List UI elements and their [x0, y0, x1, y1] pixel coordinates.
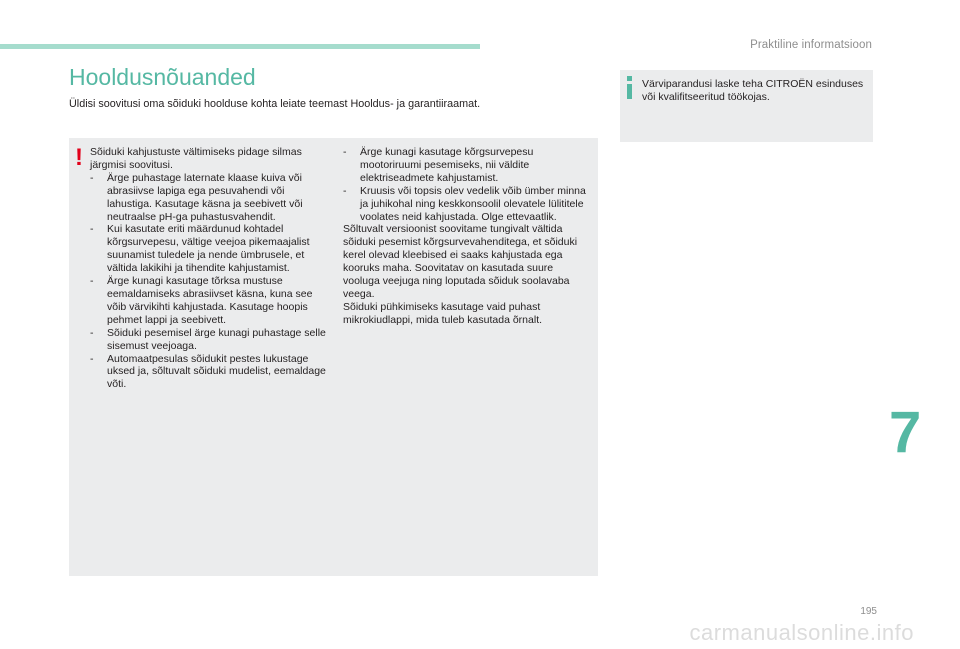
info-icon	[626, 76, 634, 98]
warning-lead: Sõiduki kahjustuste vältimiseks pidage silmas järgmisi soovitusi.	[90, 146, 302, 171]
list-item: - Ärge puhastage laternate klaase kuiva või abrasiivse lapiga ega pesuvahendi või lahustiga. Kasutage käsna ja seebivett või neutraalse pH-ga puhastusvahendit.	[90, 171, 303, 223]
list-item: - Kui kasutate eriti määrdunud kohtadel kõrgsurvepesu, vältige veejoa pikemaajalist suunamist tuledele ja nende ümbrusele, et vältida lakikihi ja tihendite kahjustamist.	[90, 223, 310, 275]
chapter-number: 7	[889, 400, 922, 465]
list-item: - Automaatpesulas sõidukit pestes lukustage uksed ja, sõltuvalt sõiduki mudelist, eemaldage võti.	[90, 352, 326, 391]
page-title: Hooldusnõuanded	[69, 64, 256, 90]
intro-text: Üldisi soovitusi oma sõiduki hoolduse kohta leiate teemast Hooldus- ja garantiiraamat.	[69, 98, 481, 110]
page-number: 195	[860, 606, 877, 617]
warning-paragraph: Sõltuvalt versioonist soovitame tungivalt vältida sõiduki pesemist kõrgsurvevahenditega, et sõiduki kerel olevad kleebised ei saaks kahjustada ega kooruks maha. Soovitatav on kasutada suure vooluga veejuga ning loputada sõiduk soolavaba veega.	[343, 223, 578, 300]
section-header: Praktiline informatsioon	[750, 39, 872, 51]
warning-column-left	[90, 146, 330, 391]
list-item: - Ärge kunagi kasutage tõrksa mustuse eemaldamiseks abrasiivset käsna, kuna see võib värvikihti kahjustada. Kasutage hoopis pehmet lappi ja seebivett.	[90, 275, 313, 326]
warning-column-right	[343, 146, 588, 327]
warning-paragraph: Sõiduki pühkimiseks kasutage vaid puhast mikrokiudlappi, mida tuleb kasutada õrnalt.	[343, 300, 543, 326]
list-item: - Ärge kunagi kasutage kõrgsurvepesu mootoriruumi pesemiseks, nii väldite elektriseadmete kahjustamist.	[343, 146, 534, 184]
list-item: - Kruusis või topsis olev vedelik võib ümber minna ja juhikohal ning keskkonsoolil olevatele lülititele voolates neid kahjustada. Olge ettevaatlik.	[343, 184, 586, 223]
header-accent-bar	[0, 44, 480, 49]
watermark: carmanualsonline.info	[689, 620, 914, 645]
info-text: Värviparandusi laske teha CITROËN esinduses või kvalifitseeritud töökojas.	[642, 78, 864, 103]
list-item: - Sõiduki pesemisel ärge kunagi puhastage selle sisemust veejoaga.	[90, 326, 326, 352]
exclamation-icon: !	[75, 144, 83, 171]
